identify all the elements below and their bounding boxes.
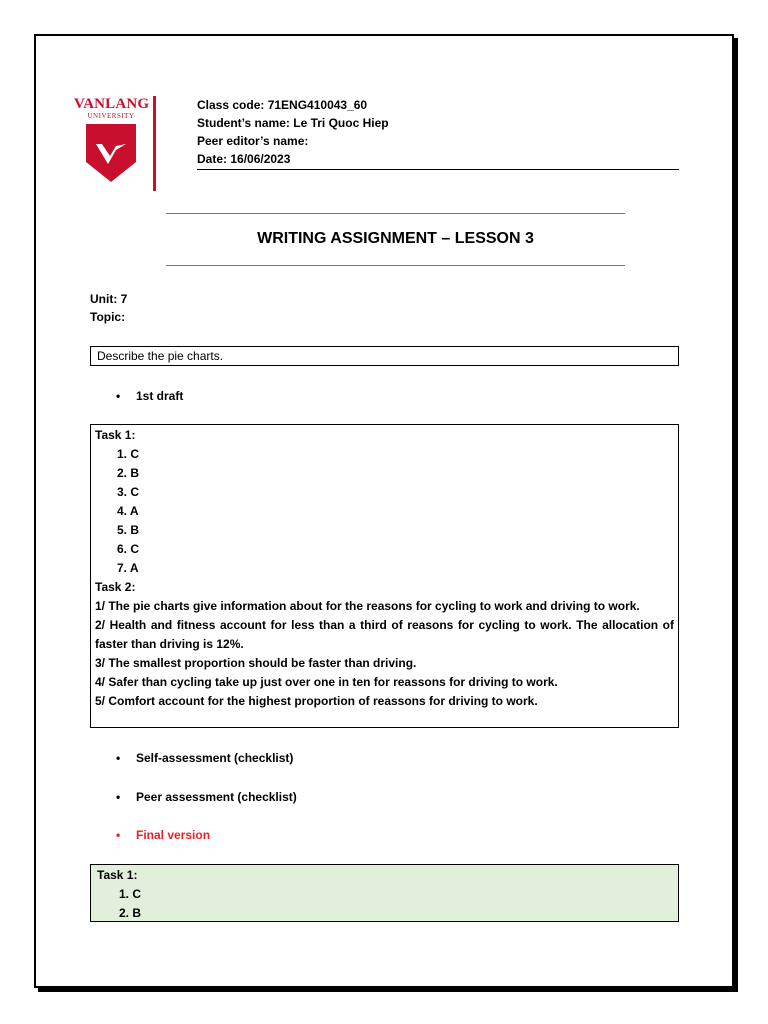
task2-line: 1/ The pie charts give information about for the reasons for cycling to work and driving to work. [95, 599, 640, 613]
header-info [197, 96, 679, 168]
topic-label: Topic: [90, 310, 126, 324]
logo-wordmark: VANLANG [74, 96, 150, 112]
title-rule-top [166, 213, 625, 214]
task2-line: 5/ Comfort account for the highest proportion of reassons for driving to work. [95, 694, 538, 708]
answer-item: 2. B [117, 466, 140, 480]
bullet-dot: • [116, 790, 121, 804]
bullet-dot: • [116, 828, 121, 842]
final-version-box [90, 864, 679, 922]
bullet-peer-assessment: • Peer assessment (checklist) [116, 790, 297, 804]
task1-answer-list [95, 445, 674, 578]
task1-heading: Task 1: [95, 428, 136, 442]
university-logo [74, 96, 158, 194]
prompt-box: Describe the pie charts. [90, 346, 679, 366]
logo-subtitle: UNIVERSITY [87, 112, 135, 120]
unit-topic [90, 290, 127, 326]
bullet-dot: • [116, 389, 121, 403]
answer-item: 4. A [117, 504, 139, 518]
task2-line: 2/ Health and fitness account for less than a third of reasons for cycling to work. The allocation of faster than driving is 12%. [95, 618, 674, 651]
page-title: WRITING ASSIGNMENT – LESSON 3 [257, 230, 534, 247]
title-rule-bottom [166, 265, 625, 266]
answer-item: 3. C [117, 485, 140, 499]
task2-heading: Task 2: [95, 580, 136, 594]
bullet-self-assessment: • Self-assessment (checklist) [116, 751, 294, 765]
bullet-final-version: • Final version [116, 828, 211, 842]
final-answer-list [97, 885, 672, 923]
student-name: Student’s name: Le Tri Quoc Hiep [197, 116, 389, 130]
header-underline [197, 169, 679, 170]
date: Date: 16/06/2023 [197, 152, 291, 166]
answer-item: 6. C [117, 542, 140, 556]
task2-line: 3/ The smallest proportion should be faster than driving. [95, 656, 417, 670]
unit-label: Unit: 7 [90, 292, 128, 306]
answer-item: 2. B [119, 906, 142, 920]
answer-item: 5. B [117, 523, 140, 537]
answer-item: 1. C [119, 887, 142, 901]
task2-line: 4/ Safer than cycling take up just over one in ten for reassons for driving to work. [95, 675, 558, 689]
answer-item: 1. C [117, 447, 140, 461]
class-code: Class code: 71ENG410043_60 [197, 98, 368, 112]
shield-icon [86, 124, 136, 182]
first-draft-box [90, 424, 679, 728]
bullet-dot: • [116, 751, 121, 765]
logo-divider [153, 96, 156, 191]
answer-item: 7. A [117, 561, 139, 575]
final-task1-heading: Task 1: [97, 868, 138, 882]
bullet-first-draft: • 1st draft [116, 389, 184, 403]
peer-editor-name: Peer editor’s name: [197, 134, 309, 148]
